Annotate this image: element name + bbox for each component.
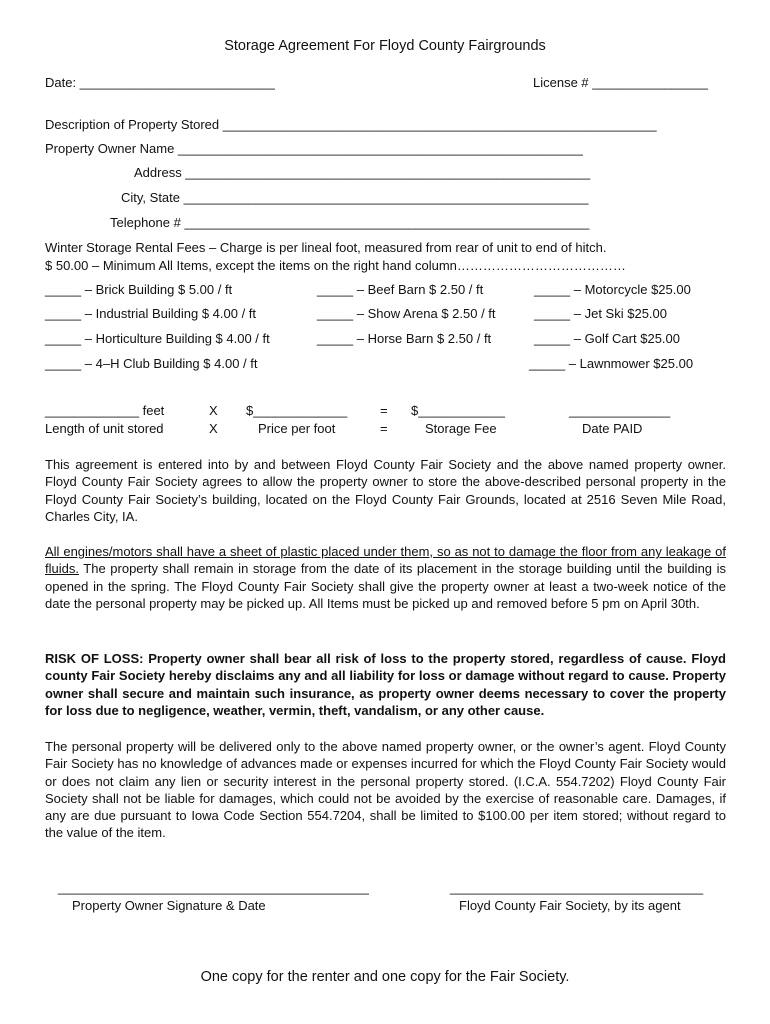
fee-brick-building[interactable]: _____ – Brick Building $ 5.00 / ft — [45, 282, 233, 297]
multiply-sign: X — [209, 421, 218, 436]
fee-golf-cart[interactable]: _____ – Golf Cart $25.00 — [534, 331, 680, 346]
fee-jet-ski[interactable]: _____ – Jet Ski $25.00 — [534, 306, 667, 321]
city-state-field[interactable]: City, State ________________________________________________________ — [121, 190, 589, 205]
fee-lawnmower[interactable]: _____ – Lawnmower $25.00 — [529, 356, 694, 371]
agent-signature-line[interactable]: ___________________________________ — [450, 880, 704, 895]
date-paid-label: Date PAID — [582, 421, 643, 436]
fees-minimum: $ 50.00 – Minimum All Items, except the items on the right hand column………………………………… — [45, 258, 626, 273]
fee-industrial-building[interactable]: _____ – Industrial Building $ 4.00 / ft — [45, 306, 257, 321]
equals-sign: = — [380, 421, 388, 436]
telephone-field[interactable]: Telephone # ________________________________________________________ — [110, 215, 590, 230]
storage-fee-label: Storage Fee — [425, 421, 497, 436]
fee-motorcycle[interactable]: _____ – Motorcycle $25.00 — [534, 282, 691, 297]
date-field[interactable]: Date: ___________________________ — [45, 75, 275, 90]
feet-input[interactable]: _____________ feet — [45, 403, 165, 418]
fee-4h-club-building[interactable]: _____ – 4–H Club Building $ 4.00 / ft — [45, 356, 258, 371]
license-field[interactable]: License # ________________ — [533, 75, 708, 90]
owner-signature-label: Property Owner Signature & Date — [72, 898, 266, 913]
fee-horse-barn[interactable]: _____ – Horse Barn $ 2.50 / ft — [317, 331, 492, 346]
page-title: Storage Agreement For Floyd County Fairgrounds — [224, 38, 546, 54]
length-label: Length of unit stored — [45, 421, 164, 436]
owner-name-field[interactable]: Property Owner Name ________________________________________________________ — [45, 141, 583, 156]
fee-horticulture-building[interactable]: _____ – Horticulture Building $ 4.00 / ft — [45, 331, 270, 346]
engines-paragraph — [45, 543, 726, 612]
engines-warning: All engines/motors shall have a sheet of plastic placed under them, so as not to damage the floor from any leakage of fluids. — [45, 544, 726, 577]
owner-signature-line[interactable]: ___________________________________________ — [58, 880, 369, 895]
price-input[interactable]: $_____________ — [246, 403, 348, 418]
liability-paragraph: The personal property will be delivered only to the above named property owner, or the owner’s agent. Floyd County Fair Society has no knowledge of advances made or expenses incurred for which the Floyd County Fair Society would or does not claim any lien or security interest in the personal property stored. (I.C.A. 554.7202) Floyd County Fair Society shall not be liable for damages, which could not be avoided by the exercise of reasonable care. Damages, if any are due pursuant to Iowa Code Section 554.7204, shall be limited to $100.00 per item stored; without regard to the value of the item. — [45, 739, 726, 841]
agreement-paragraph: This agreement is entered into by and between Floyd County Fair Society and the above named property owner. Floyd County Fair Society agrees to allow the property owner to store the above-described personal property in the Floyd County Fair Society’s building, located on the Floyd County Fair Grounds, located at 2516 Seven Mile Road, Charles City, IA. — [45, 457, 726, 524]
fees-heading: Winter Storage Rental Fees – Charge is per lineal foot, measured from rear of unit to end of hitch. — [45, 240, 607, 255]
fee-show-arena[interactable]: _____ – Show Arena $ 2.50 / ft — [317, 306, 496, 321]
risk-of-loss-paragraph: RISK OF LOSS: Property owner shall bear all risk of loss to the property stored, regardless of cause. Floyd county Fair Society hereby disclaims any and all liability for loss or damage without regard to cause. Property owner shall secure and maintain such insurance, as property owner deems necessary to cover the property for loss due to negligence, weather, vermin, theft, vandalism, or any other cause. — [45, 651, 726, 718]
date-paid-input[interactable]: ______________ — [569, 403, 671, 418]
price-label: Price per foot — [258, 421, 336, 436]
storage-terms: The property shall remain in storage from the date of its placement in the storage building until the building is opened in the spring. The Floyd County Fair Society shall give the property owner at least a two-week notice of the date the personal property may be picked up. All Items must be picked up and removed before 5 pm on April 30th. — [45, 561, 726, 611]
description-field[interactable]: Description of Property Stored ____________________________________________________________ — [45, 117, 657, 132]
address-field[interactable]: Address ________________________________________________________ — [134, 165, 591, 180]
agent-signature-label: Floyd County Fair Society, by its agent — [459, 898, 681, 913]
storage-fee-input[interactable]: $____________ — [411, 403, 505, 418]
multiply-sign: X — [209, 403, 218, 418]
fee-beef-barn[interactable]: _____ – Beef Barn $ 2.50 / ft — [317, 282, 484, 297]
footer-note: One copy for the renter and one copy for the Fair Society. — [200, 969, 570, 985]
equals-sign: = — [380, 403, 388, 418]
